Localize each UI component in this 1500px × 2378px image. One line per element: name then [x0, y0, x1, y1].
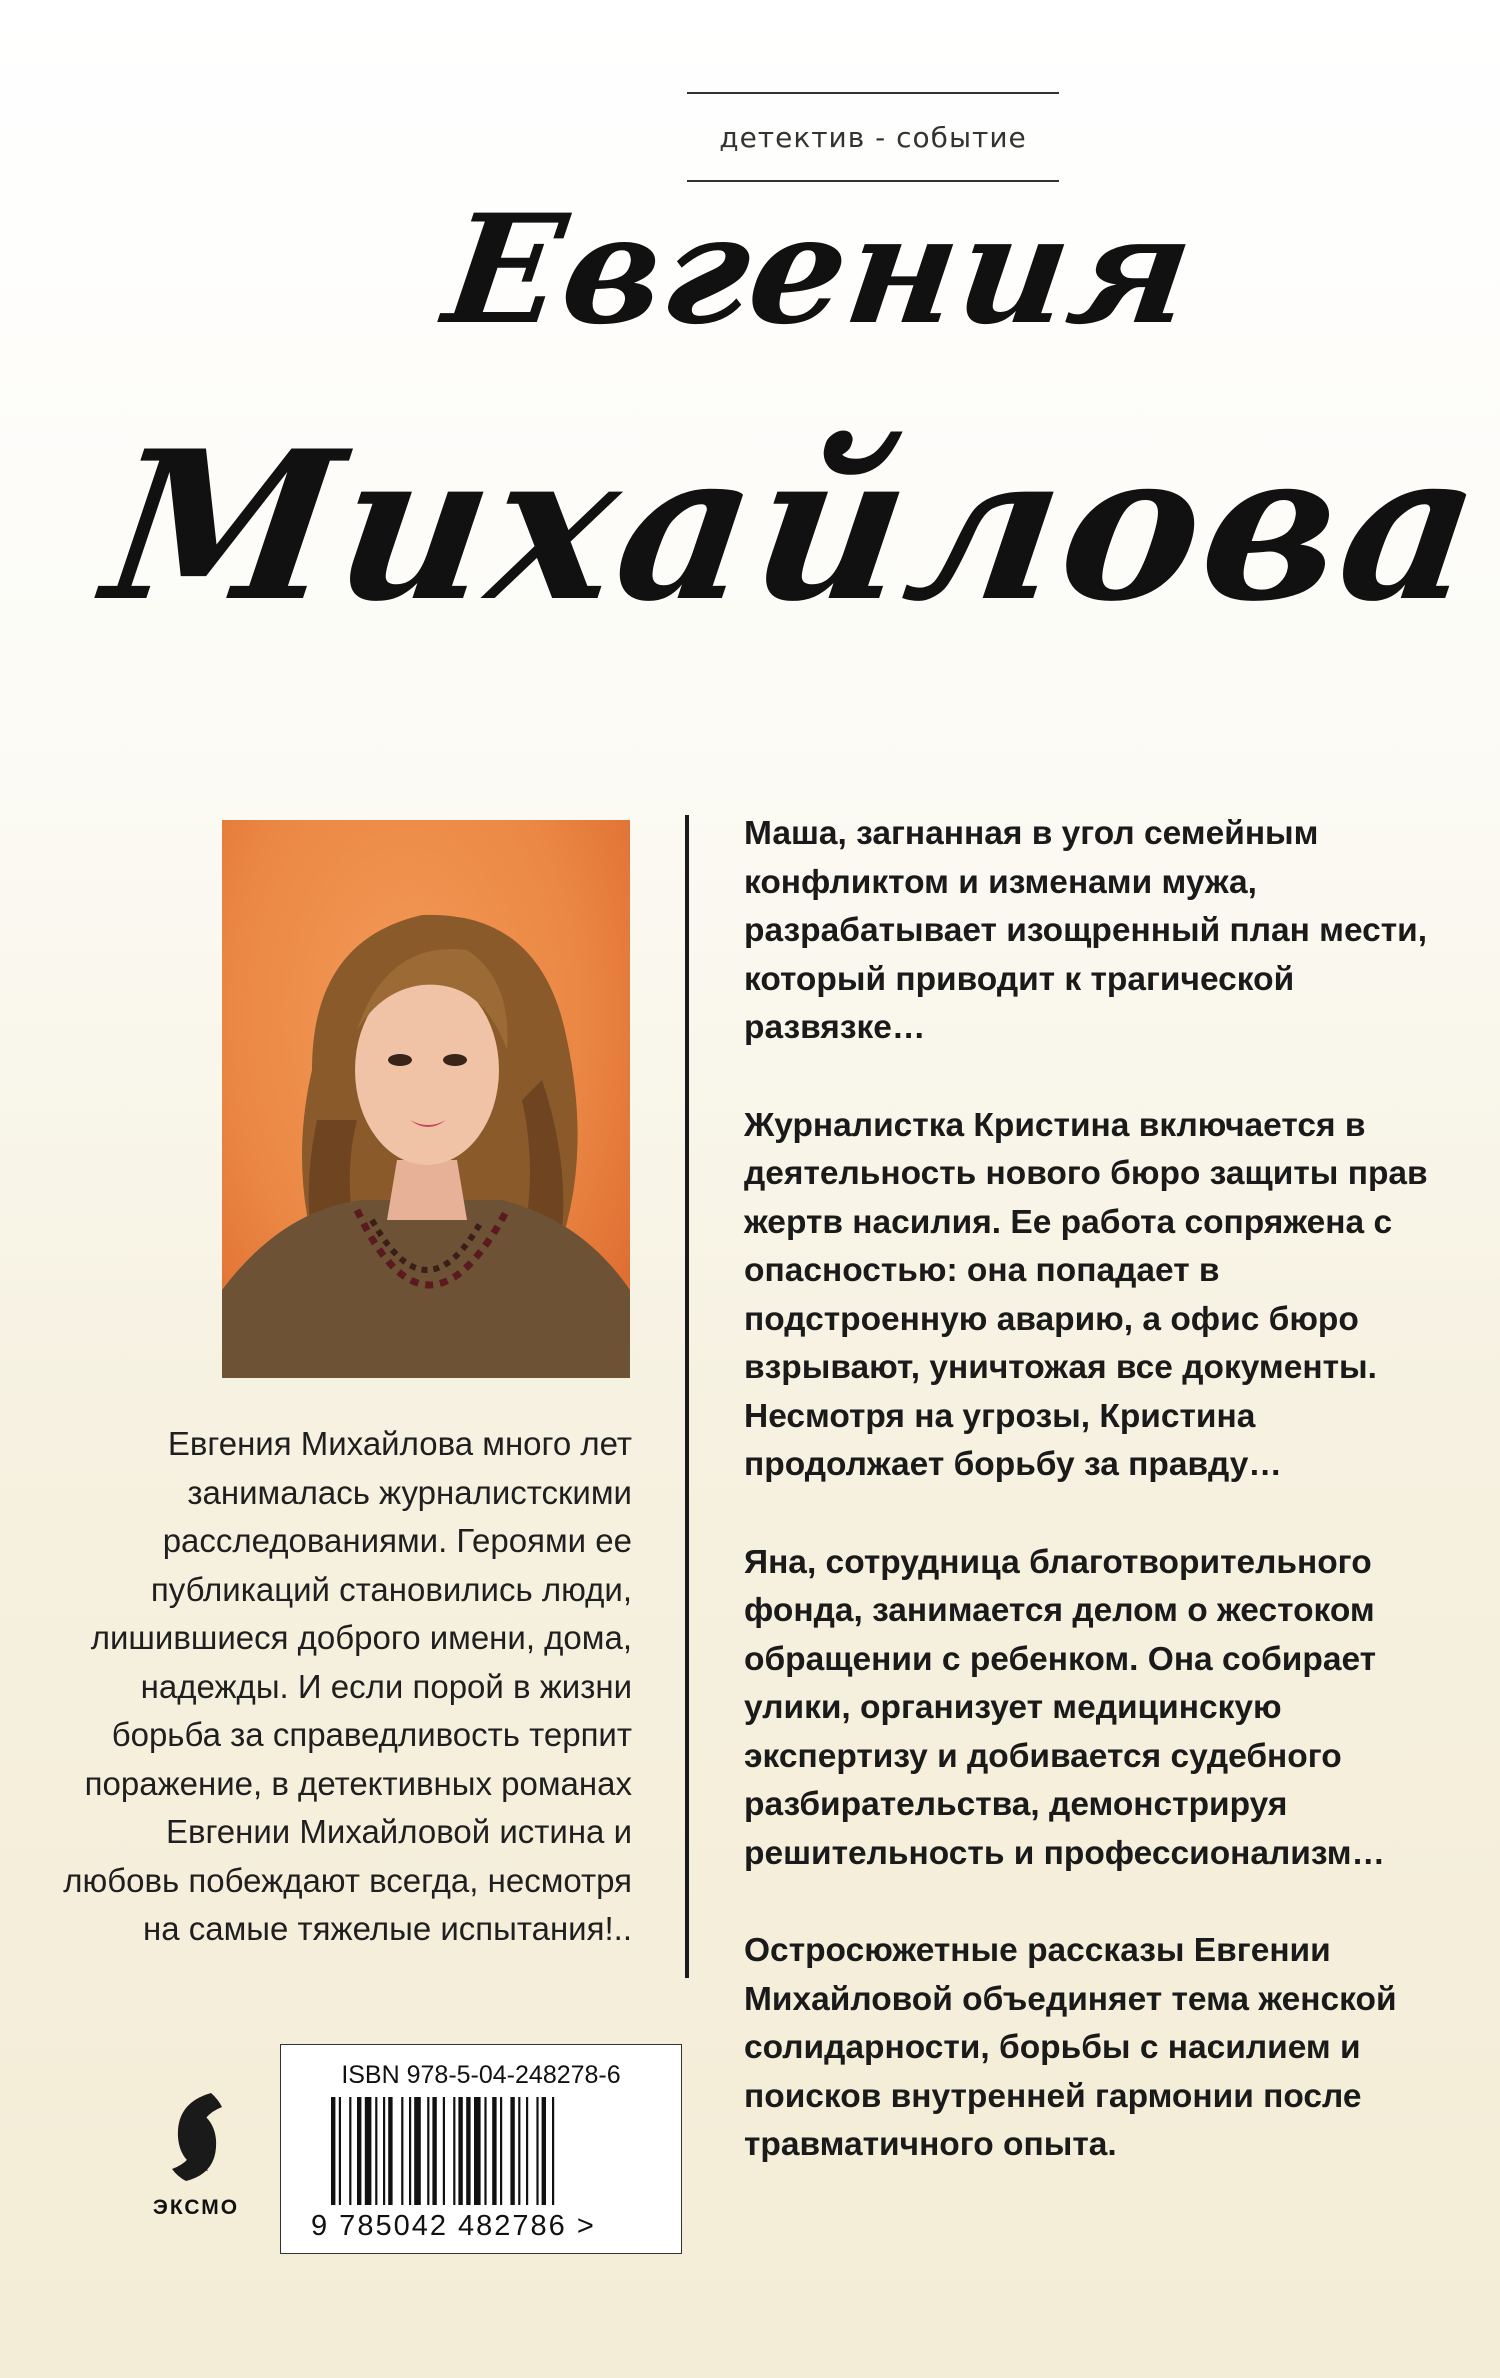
isbn-text: ISBN 978-5-04-248278-6: [341, 2061, 621, 2089]
barcode-bar: [453, 2097, 455, 2205]
barcode-bar: [383, 2097, 385, 2205]
barcode-bar: [365, 2097, 372, 2205]
author-bio: Евгения Михайлова много лет занималась журналистскими расследованиями. Героями ее публикаций становились люди, лишившиеся доброго имени, дома, надежды. И если порой в жизни борьба за справедливость терпит поражение, в детективных романах Евгении Михайловой истина и любовь побеждают всегда, несмотря на самые тяжелые испытания!..: [63, 1425, 632, 1947]
barcode-bar: [388, 2097, 392, 2205]
annotation-paragraph-4: Остросюжетные рассказы Евгении Михайловой объединяет тема женской солидарности, борьбы с насилием и поисков внутренней гармонии после травматичного опыта.: [744, 1932, 1397, 2163]
annotation-paragraph-3: Яна, сотрудница благотворительного фонда, занимается делом о жестоком обращении с ребенком. Она собирает улики, организует медицинскую экспертизу и добивается судебного разбирательства, демонстрируя решительность и профессионализм…: [744, 1543, 1385, 1872]
barcode-bar: [427, 2097, 429, 2205]
barcode-bar: [552, 2097, 554, 2205]
barcode-bar: [500, 2097, 502, 2205]
column-divider: [685, 815, 689, 1978]
annotation-paragraph-1: Маша, загнанная в угол семейным конфликтом и изменами мужа, разрабатывает изощренный план мести, который приводит к трагической развязке…: [744, 815, 1428, 1046]
barcode-bar: [518, 2097, 520, 2205]
barcode-digits: 9 785042 482786 >: [311, 2210, 596, 2242]
annotation-paragraph-2: Журналистка Кристина включается в деятельность нового бюро защиты прав жертв насилия. Ее работа сопряжена с опасностью: она попадает в подстроенную аварию, а офис бюро взрывают, уничтожая все документы. Несмотря на угрозы, Кристина продолжает борьбу за правду…: [744, 1106, 1428, 1483]
publisher-name: ЭКСМО: [152, 2196, 240, 2219]
barcode-bar: [458, 2097, 462, 2205]
barcode-bar: [484, 2097, 486, 2205]
author-last-name: Михайлова: [93, 407, 1498, 647]
barcode-bar: [401, 2097, 403, 2205]
series-label: детектив - событие: [719, 120, 1027, 154]
barcode-bar: [474, 2097, 481, 2205]
barcode-bar: [510, 2097, 514, 2205]
barcode-bar: [466, 2097, 470, 2205]
barcode-bar: [357, 2097, 361, 2205]
author-photo: [222, 820, 630, 1378]
barcode-bar: [542, 2097, 546, 2205]
publisher-logo: [150, 2085, 242, 2220]
barcode-box: [280, 2044, 682, 2254]
barcode-bar: [526, 2097, 528, 2205]
barcode-bar: [536, 2097, 538, 2205]
eksmo-swirl-icon: [156, 2085, 236, 2190]
barcode-bar: [414, 2097, 421, 2205]
barcode-bar: [339, 2097, 341, 2205]
barcode-bar: [331, 2097, 335, 2205]
barcode-bar: [375, 2097, 377, 2205]
barcode-bar: [443, 2097, 445, 2205]
series-box: [687, 92, 1059, 182]
book-annotation: [744, 810, 1464, 2219]
barcode-bar: [432, 2097, 436, 2205]
author-first-name: Евгения: [435, 182, 1205, 358]
barcode-bar: [349, 2097, 351, 2205]
barcode-bar: [409, 2097, 411, 2205]
barcode-bar: [492, 2097, 496, 2205]
